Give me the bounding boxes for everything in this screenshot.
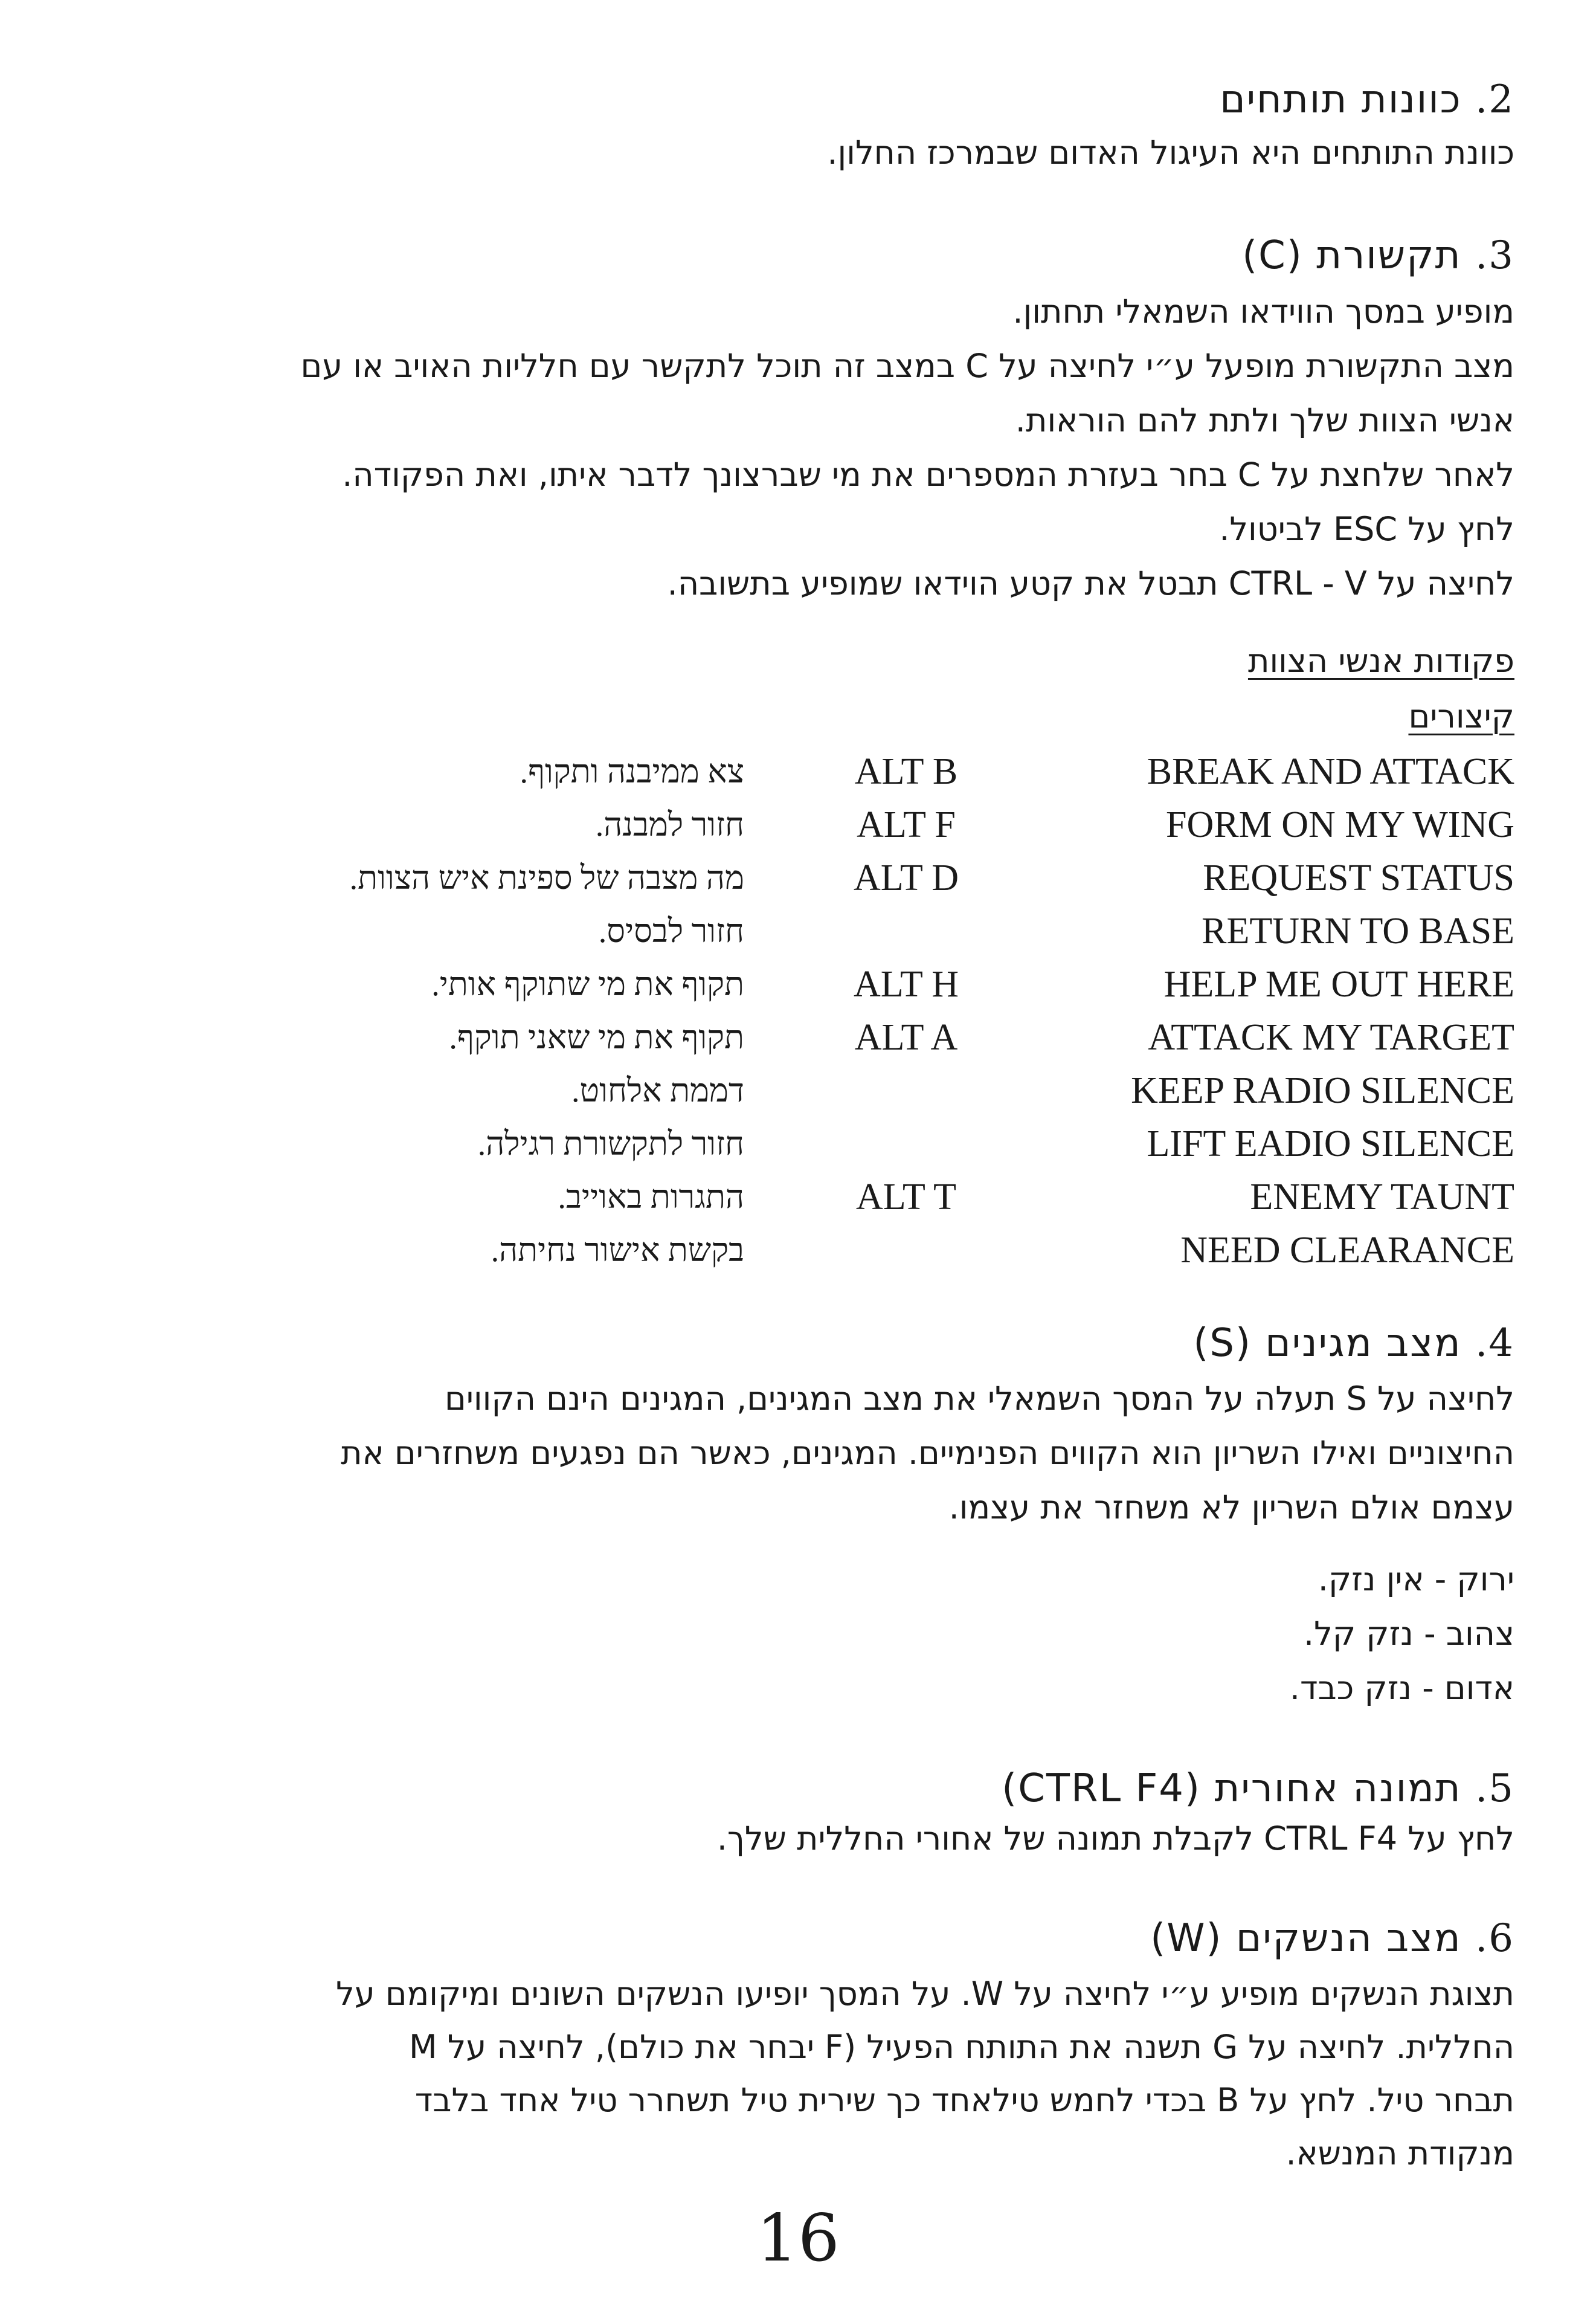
section-5-number: 5.: [1475, 1766, 1514, 1811]
section-4-heading: [1193, 1316, 1514, 1370]
section-3-line: לחיצה על CTRL - V תבטל את קטע הוידאו שמופיע בתשובה.: [667, 564, 1514, 602]
damage-legend-item: אדום - נזק כבד.: [1289, 1669, 1514, 1707]
command-desc: תקוף את מי שאני תוקף.: [449, 1019, 744, 1056]
command-desc: התגרות באוייב.: [558, 1179, 744, 1215]
section-3-line: אנשי הצוות שלך ולתת להם הוראות.: [1015, 401, 1514, 439]
command-key: ALT D: [854, 857, 959, 899]
command-desc: בקשת אישור נחיתה.: [491, 1232, 744, 1268]
command-key: ALT H: [854, 964, 959, 1005]
command-desc: חזור לתקשורת רגילה.: [477, 1126, 744, 1162]
section-2-line: כוונת התותחים היא העיגול האדום שבמרכז החלון.: [827, 134, 1514, 172]
command-name: LIFT EADIO SILENCE: [1147, 1123, 1514, 1164]
command-desc: חזור למבנה.: [595, 807, 744, 843]
section-4-number: 4.: [1475, 1321, 1514, 1366]
command-name: REQUEST STATUS: [1203, 857, 1514, 899]
damage-legend-item: ירוק - אין נזק.: [1318, 1560, 1514, 1598]
section-3-line: מופיע במסך הווידאו השמאלי תחתון.: [1012, 292, 1514, 331]
command-desc: חזור לבסיס.: [598, 913, 744, 949]
command-key: ALT F: [857, 804, 956, 845]
section-2-title: כוונות תותחים: [1220, 77, 1462, 122]
section-5-heading: [1002, 1761, 1514, 1816]
section-4-line: עצמם אולם השריון לא משחזר את עצמו.: [948, 1488, 1514, 1526]
section-5-line: לחץ על CTRL F4 לקבלת תמונה של אחורי החללית שלך.: [716, 1819, 1514, 1857]
command-name: RETURN TO BASE: [1202, 911, 1514, 952]
shortcuts-label: קיצורים: [1408, 697, 1514, 735]
command-desc: דממת אלחוט.: [571, 1073, 744, 1109]
section-3-heading: [1242, 228, 1514, 283]
section-4-line: לחיצה על S תעלה על המסך השמאלי את מצב המגינים, המגינים הינם הקווים: [444, 1380, 1514, 1418]
section-3-line: לאחר שלחצת על C בחר בעזרת המספרים את מי שברצונך לדבר איתו, ואת הפקודה.: [342, 456, 1514, 494]
command-desc: מה מצבה של ספינת איש הצוות.: [349, 860, 744, 896]
command-name: HELP ME OUT HERE: [1163, 964, 1514, 1005]
command-name: NEED CLEARANCE: [1180, 1230, 1514, 1271]
section-4-line: החיצוניים ואילו השריון הוא הקווים הפנימיים. המגינים, כאשר הם נפגעים משחזרים את: [341, 1434, 1514, 1472]
section-6-line: מנקודת המנשא.: [1285, 2134, 1514, 2172]
section-3-line: לחץ על ESC לביטול.: [1219, 510, 1514, 548]
section-6-title: מצב הנשקים (W): [1150, 1916, 1462, 1961]
command-key: ALT T: [856, 1176, 956, 1218]
crew-commands-subheading: פקודות אנשי הצוות: [1247, 642, 1514, 680]
section-3-title: תקשורת (C): [1242, 233, 1462, 278]
section-3-number: 3.: [1475, 233, 1514, 278]
section-6-line: החללית. לחיצה על G תשנה את התותח הפעיל (F יבחר את כולם), לחיצה על M: [408, 2028, 1514, 2066]
command-name: BREAK AND ATTACK: [1147, 751, 1514, 792]
section-4-title: מצב מגינים (S): [1193, 1321, 1462, 1366]
damage-legend-item: צהוב - נזק קל.: [1303, 1615, 1514, 1653]
command-key: ALT B: [854, 751, 958, 792]
section-2-heading: [1220, 73, 1514, 127]
command-name: ENEMY TAUNT: [1250, 1176, 1514, 1218]
command-desc: צא ממיבנה ותקוף.: [520, 754, 744, 790]
section-5-title: תמונה אחורית (CTRL F4): [1002, 1766, 1462, 1811]
command-name: ATTACK MY TARGET: [1148, 1017, 1514, 1058]
section-3-line: מצב התקשורת מופעל ע״י לחיצה על C במצב זה תוכל לתקשר עם חלליות האויב או עם: [300, 347, 1514, 385]
command-key: ALT A: [854, 1017, 958, 1058]
command-desc: תקוף את מי שתוקף אותי.: [431, 966, 744, 1002]
section-6-heading: [1150, 1911, 1514, 1966]
page-number: 16: [756, 2201, 840, 2276]
command-name: KEEP RADIO SILENCE: [1131, 1070, 1514, 1111]
section-6-line: תבחר טיל. לחץ על B בכדי לחמש טילאחד כך שירית טיל תשחרר טיל אחד בלבד: [414, 2081, 1514, 2119]
section-2-number: 2.: [1475, 77, 1514, 122]
section-6-number: 6.: [1475, 1916, 1514, 1961]
section-6-line: תצוגת הנשקים מופיע ע״י לחיצה על W. על המסך יופיעו הנשקים השונים ומיקומם על: [336, 1975, 1514, 2013]
command-name: FORM ON MY WING: [1166, 804, 1514, 845]
